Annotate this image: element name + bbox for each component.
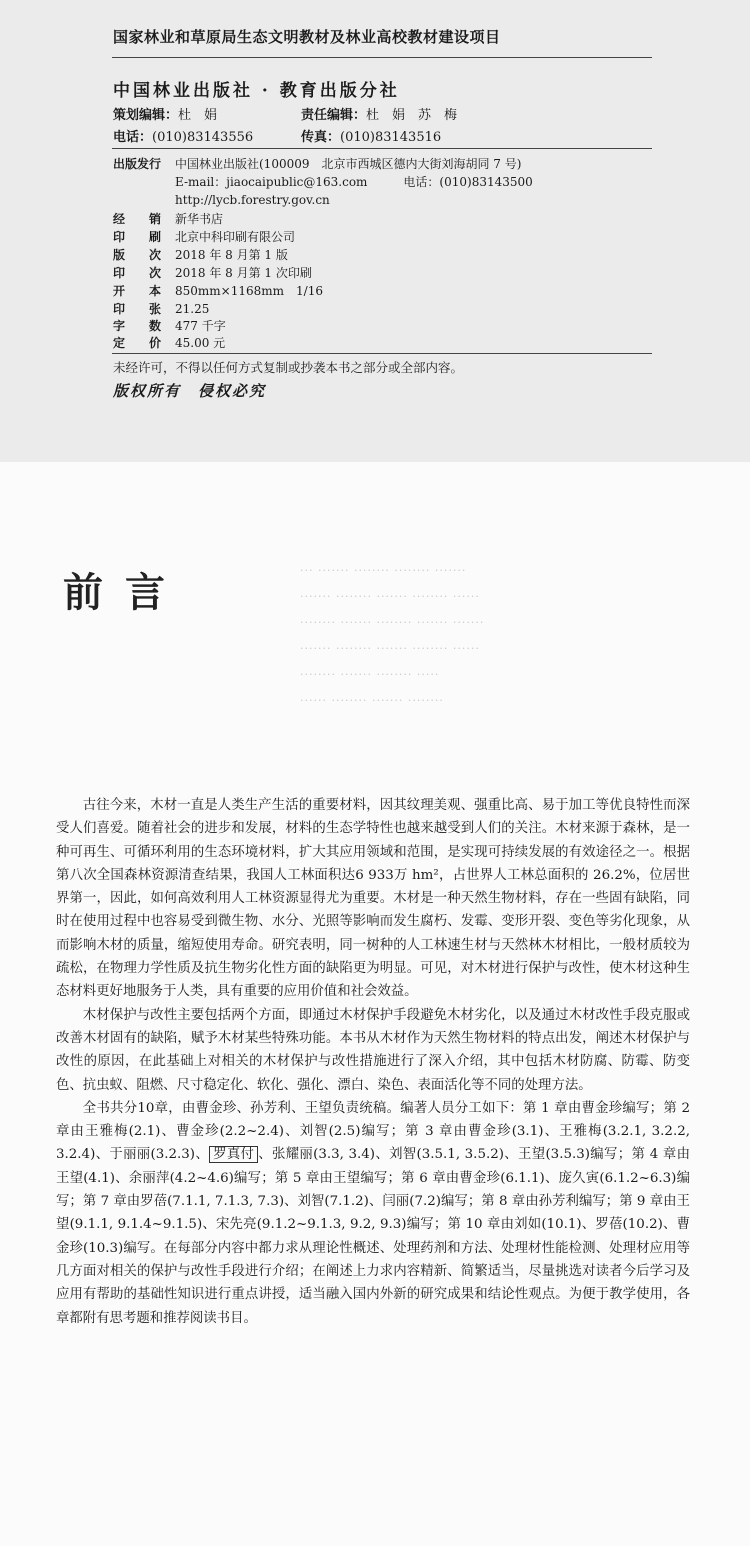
imprint-row: 版 次 2018 年 8 月第 1 版 bbox=[113, 248, 288, 262]
boxed-name: 罗真付 bbox=[209, 1146, 258, 1163]
header-rule bbox=[112, 57, 652, 58]
paragraph: 古往今来，木材一直是人类生产生活的重要材料，因其纹理美观、强重比高、易于加工等优良特性而深受人们喜爱。随着社会的进步和发展，材料的生态学特性也越来越受到人们的关注。木材来源于森林，是一种可再生、可循环利用的生态环境材料，扩大其应用领域和范围，是实现可持续发展的有效途径之一。根据第八次全国森林资源清查结果，我国人工林面积达6 933万 hm²，占世界人工林总面积的 26.2%，位居世界第一，因此，如何高效利用人工林资源显得尤为重要。木材是一种天然生物材料，存在一些固有缺陷，同时在使用过程中也容易受到微生物、水分、光照等影响而发生腐朽、发霉、变形开裂、变色等劣化现象，从而影响木材的质量，缩短使用寿命。研究表明，同一树种的人工林速生材与天然林木材相比，一般材质较为疏松，在物理力学性质及抗生物劣化性方面的缺陷更为明显。可见，对木材进行保护与改性，使木材这种生态材料更好地服务于人类，具有重要的应用价值和社会效益。 bbox=[56, 798, 690, 1000]
preface-title: 前言 bbox=[63, 569, 187, 616]
rights-reserved: 版权所有 侵权必究 bbox=[113, 382, 267, 400]
imprint-row: 印 张 21.25 bbox=[113, 302, 210, 316]
imprint-rule bbox=[112, 353, 652, 354]
imprint-row: 经 销 新华书店 bbox=[113, 212, 224, 226]
fax: 传真：(010)83143516 bbox=[301, 130, 442, 145]
paragraph: 全书共分10章，由曹金珍、孙芳利、王望负责统稿。编著人员分工如下：第 1 章由曹金珍编写；第 2 章由王雅梅(2.1)、曹金珍(2.2~2.4)、刘智(2.5)编写；第 3 章由曹金珍(3.1)、王雅梅(3.2.1, 3.2.2, 3.2.4)、于丽丽(3.2.3)、 罗真付 、张耀丽(3.3, 3.4)、刘智(3.5.1, 3.5.2)、王望(3.5.3)编写；第 4 章由王望(4.1)、余丽萍(4.2~4.6)编写；第 5 章由王望编写；第 6 章由曹金珍(6.1.1)、庞久寅(6.1.2~6.3)编写；第 7 章由罗蓓(7.1.1, 7.1.3, 7.3)、刘智(7.1.2)、闫丽(7.2)编写；第 8 章由孙芳利编写；第 9 章由王望(9.1.1, 9.1.4~9.1.5)、宋先亮(9.1.2~9.1.3, 9.2, 9.3)编写；第 10 章由刘如(10.1)、罗蓓(10.2)、曹金珍(10.3)编写。在每部分内容中都力求从理论性概述、处理药剂和方法、处理材性能检测、处理材应用等几方面对相关的保护与改性手段进行介绍；在阐述上力求内容精新、简繁适当，尽量挑选对读者今后学习及应用有帮助的基础性知识进行重点讲授，适当融入国内外新的研究成果和结论性观点。为便于教学使用，各章都附有思考题和推荐阅读书目。 bbox=[56, 1100, 690, 1326]
credits-rule bbox=[112, 148, 652, 149]
show-through-text: ······· ········ ······· ········ ······ bbox=[300, 590, 480, 603]
show-through-text: ······ ········ ······· ········ bbox=[300, 694, 444, 707]
responsible-editor: 责任编辑：杜 娟 苏 梅 bbox=[301, 108, 458, 123]
show-through-text: ········ ······· ········ ····· bbox=[300, 668, 440, 681]
imprint-row: http://lycb.forestry.gov.cn bbox=[175, 193, 330, 207]
show-through-text: ··· ······· ········ ········ ······· bbox=[300, 564, 467, 577]
imprint-row: E-mail：jiaocaipublic@163.com 电话：(010)83143500 bbox=[175, 175, 533, 189]
planning-editor: 策划编辑：杜 娟 bbox=[113, 108, 218, 123]
imprint-row: 出版发行 中国林业出版社(100009 北京市西城区德内大街刘海胡同 7 号) bbox=[113, 157, 522, 171]
series-header: 国家林业和草原局生态文明教材及林业高校教材建设项目 bbox=[113, 28, 501, 46]
imprint-row: 印 刷 北京中科印刷有限公司 bbox=[113, 230, 296, 244]
imprint-row: 字 数 477 千字 bbox=[113, 319, 226, 333]
imprint-row: 印 次 2018 年 8 月第 1 次印刷 bbox=[113, 266, 312, 280]
preface-body bbox=[56, 794, 690, 1330]
imprint-row: 开 本 850mm×1168mm 1/16 bbox=[113, 284, 323, 298]
show-through-text: ········ ······· ········ ······· ······· bbox=[300, 616, 485, 629]
show-through-text: ······· ········ ······· ········ ······ bbox=[300, 642, 480, 655]
publisher-title: 中国林业出版社 · 教育出版分社 bbox=[113, 81, 400, 101]
copy-notice: 未经许可，不得以任何方式复制或抄袭本书之部分或全部内容。 bbox=[113, 360, 464, 375]
imprint-row: 定 价 45.00 元 bbox=[113, 336, 226, 350]
paragraph: 木材保护与改性主要包括两个方面，即通过木材保护手段避免木材劣化，以及通过木材改性手段克服或改善木材固有的缺陷，赋予木材某些特殊功能。本书从木材作为天然生物材料的特点出发，阐述木材保护与改性的原因，在此基础上对相关的木材保护与改性措施进行了深入介绍，其中包括木材防腐、防霉、防变色、抗虫蚁、阻燃、尺寸稳定化、软化、强化、漂白、染色、表面活化等不同的处理方法。 bbox=[56, 1007, 690, 1093]
phone: 电话：(010)83143556 bbox=[113, 130, 254, 145]
